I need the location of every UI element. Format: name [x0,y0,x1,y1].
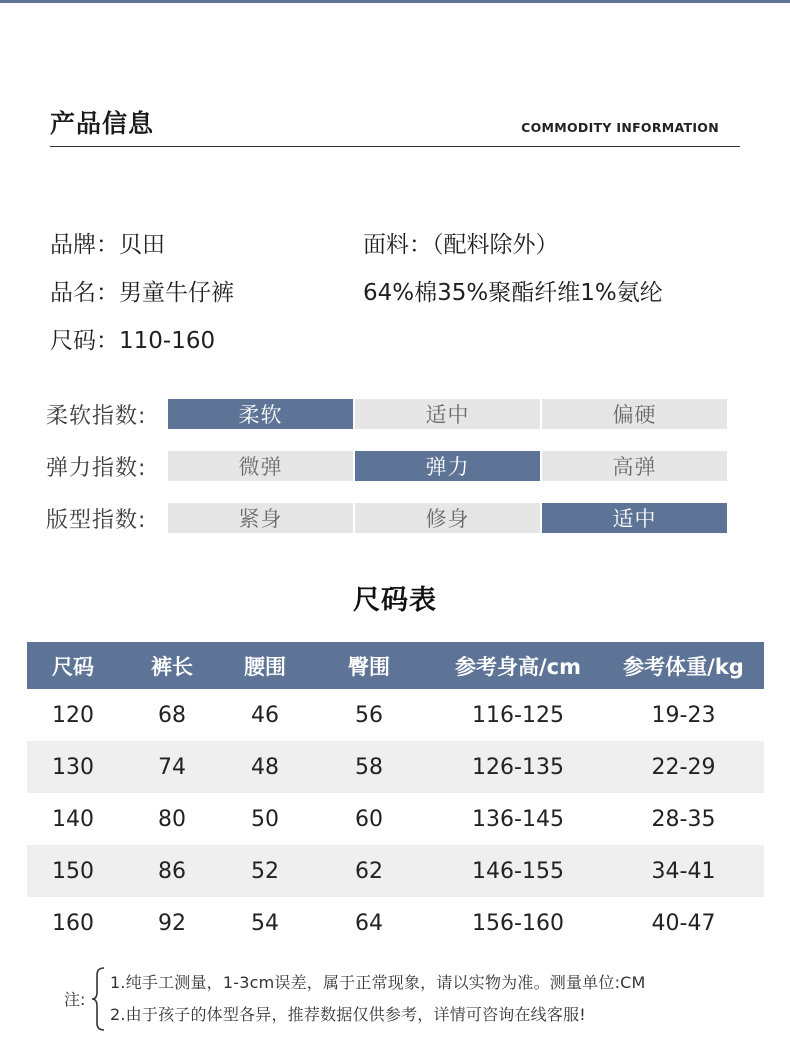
page-title: 产品信息 [50,109,155,138]
table-cell: 46 [251,702,279,728]
table-row [27,897,764,949]
table-cell: 156-160 [472,910,564,936]
table-cell: 68 [158,702,186,728]
table-cell: 52 [251,858,279,884]
table-cell: 28-35 [651,806,716,832]
table-cell: 48 [251,754,279,780]
table-cell: 62 [355,858,383,884]
column-header: 尺码 [52,654,94,679]
product-name-info: 品名：男童牛仔裤 [50,280,234,306]
fabric-composition: 64%棉35%聚酯纤维1%氨纶 [363,280,663,306]
table-row [27,845,764,897]
fit-index-row [46,502,729,534]
column-header: 腰围 [244,654,286,679]
brand-info: 品牌：贝田 [50,232,165,258]
table-cell: 86 [158,858,186,884]
index-label: 柔软指数: [46,403,147,429]
column-header: 裤长 [151,654,193,679]
table-row [27,689,764,741]
index-option: 弹力 [355,451,540,481]
index-option: 修身 [355,503,540,533]
note-label: 注: [64,990,86,1009]
table-cell: 58 [355,754,383,780]
note-line-2: 2.由于孩子的体型各异，推荐数据仅供参考，详情可咨询在线客服! [110,1005,586,1024]
elasticity-index-row [46,450,729,482]
curly-brace-icon [91,966,107,1032]
table-cell: 92 [158,910,186,936]
table-row [27,741,764,793]
table-header-row [27,642,764,689]
index-option: 适中 [542,503,727,533]
table-cell: 56 [355,702,383,728]
index-option: 适中 [355,399,540,429]
index-label: 弹力指数: [46,455,147,481]
table-cell: 22-29 [651,754,716,780]
size-chart-table [27,642,764,949]
table-cell: 60 [355,806,383,832]
table-cell: 50 [251,806,279,832]
table-cell: 54 [251,910,279,936]
column-header: 参考体重/kg [623,654,744,679]
table-cell: 74 [158,754,186,780]
top-accent-rule [0,0,790,3]
table-cell: 150 [52,858,94,884]
header-divider [50,146,740,147]
table-cell: 140 [52,806,94,832]
table-cell: 120 [52,702,94,728]
index-option: 偏硬 [542,399,727,429]
index-option: 柔软 [168,399,353,429]
table-cell: 34-41 [651,858,716,884]
page-subtitle: COMMODITY INFORMATION [521,120,719,135]
table-cell: 126-135 [472,754,564,780]
fabric-label: 面料：（配料除外） [363,232,559,258]
table-cell: 116-125 [472,702,564,728]
table-cell: 64 [355,910,383,936]
table-cell: 160 [52,910,94,936]
index-option: 高弹 [542,451,727,481]
size-chart-title: 尺码表 [353,585,437,616]
size-range-info: 尺码：110-160 [50,328,216,354]
table-cell: 40-47 [651,910,716,936]
table-cell: 19-23 [651,702,716,728]
table-row [27,793,764,845]
index-option: 紧身 [168,503,353,533]
softness-index-row [46,398,729,430]
column-header: 参考身高/cm [455,654,581,679]
table-cell: 146-155 [472,858,564,884]
index-option: 微弹 [168,451,353,481]
table-cell: 136-145 [472,806,564,832]
table-cell: 80 [158,806,186,832]
note-line-1: 1.纯手工测量，1-3cm误差，属于正常现象，请以实物为准。测量单位:CM [110,973,646,992]
table-cell: 130 [52,754,94,780]
index-label: 版型指数: [46,507,147,533]
column-header: 臀围 [348,654,390,679]
